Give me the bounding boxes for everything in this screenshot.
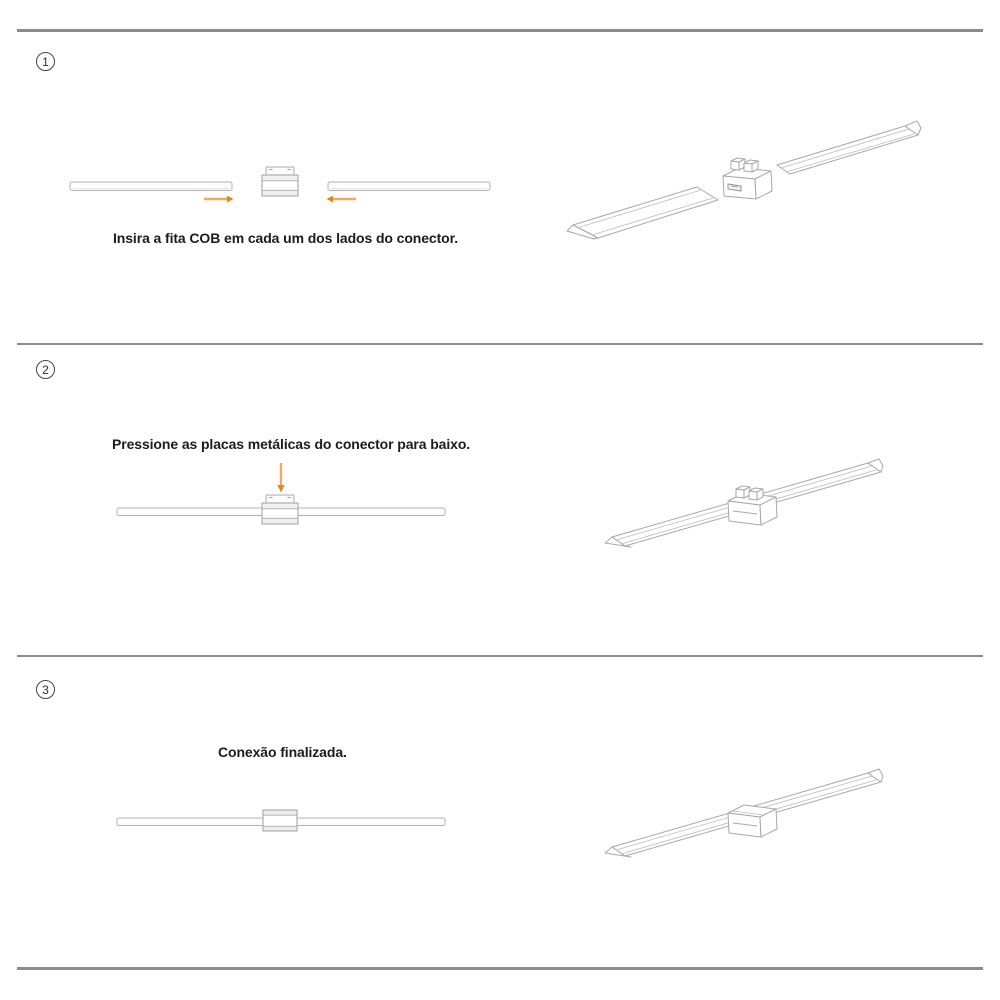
strip-3d-right xyxy=(777,121,921,174)
step-2-caption: Pressione as placas metálicas do conector para baixo. xyxy=(112,436,471,452)
strip-3d-left xyxy=(567,187,718,239)
connector-side-view xyxy=(262,167,298,196)
step-3-badge xyxy=(36,680,55,699)
step-1-caption: Insira a fita COB em cada um dos lados do conector. xyxy=(113,230,458,246)
metal-plate-tabs xyxy=(736,486,763,500)
step-1-illustration-3d xyxy=(565,112,925,244)
arrow-right-icon xyxy=(204,196,234,203)
divider-step1-step2 xyxy=(17,343,983,345)
cob-strip-left xyxy=(70,182,232,191)
step-2-number: 2 xyxy=(42,362,49,377)
divider-step2-step3 xyxy=(17,655,983,657)
connector-3d xyxy=(723,158,772,199)
step-2-illustration-3d xyxy=(600,455,900,565)
step-2-badge xyxy=(36,360,55,379)
divider-bottom xyxy=(17,967,983,970)
step-1-badge xyxy=(36,52,55,71)
connector-closed-3d xyxy=(728,805,777,837)
connector-closed-side-view xyxy=(263,810,297,831)
step-1-number: 1 xyxy=(42,54,49,69)
step-3-number: 3 xyxy=(42,682,49,697)
step-3-diagram-2d xyxy=(100,765,460,845)
arrow-left-icon xyxy=(327,196,357,203)
step-2-diagram-2d xyxy=(100,455,460,535)
arrow-down-icon xyxy=(277,463,284,493)
step-3-illustration-3d xyxy=(600,765,900,875)
step-3-caption: Conexão finalizada. xyxy=(218,744,347,760)
cob-strip-right xyxy=(328,182,490,191)
divider-top xyxy=(17,29,983,32)
connector-side-view xyxy=(262,495,298,524)
metal-plate-tabs xyxy=(731,158,758,172)
step-1-diagram-2d xyxy=(60,160,500,216)
